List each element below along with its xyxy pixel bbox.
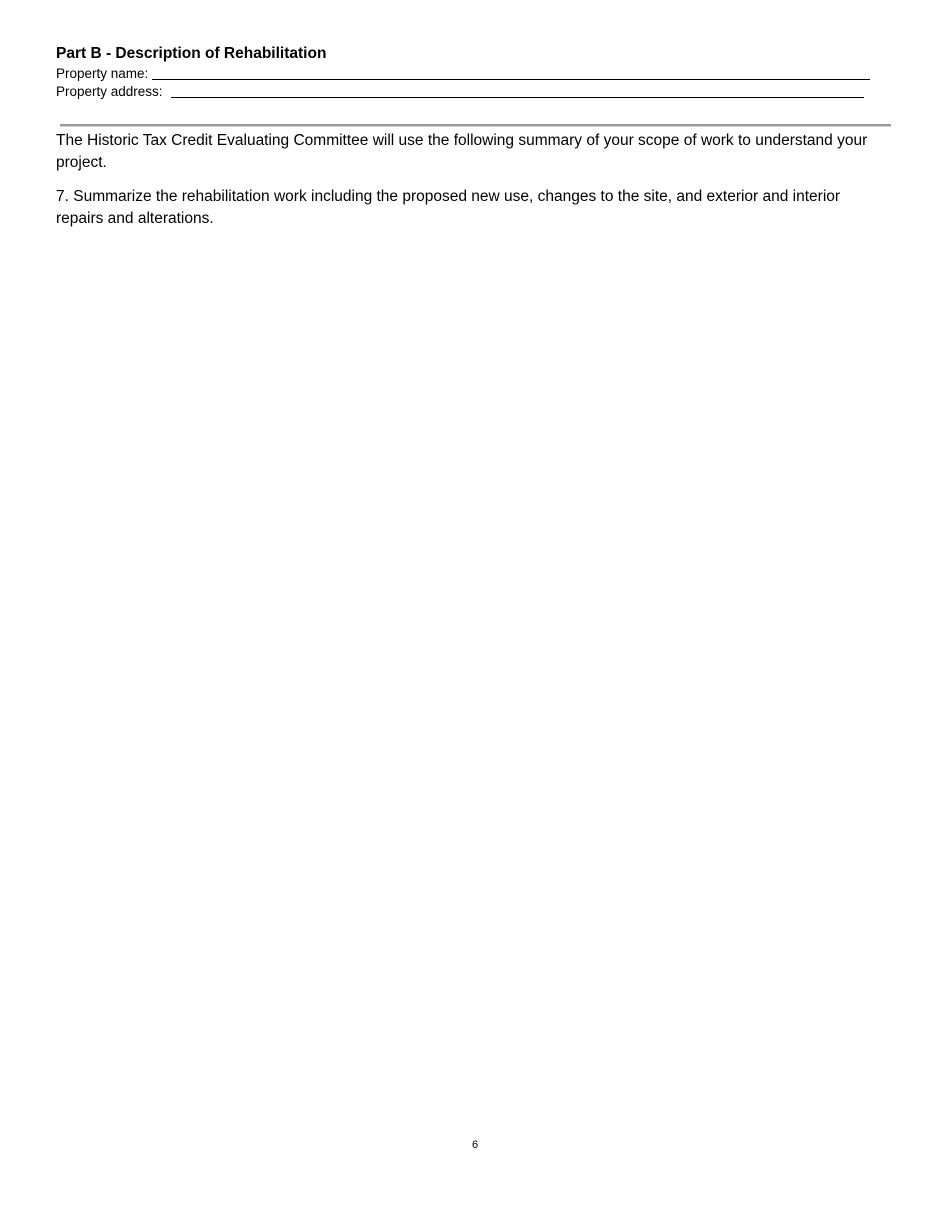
section-divider: [60, 124, 891, 127]
page-number: 6: [471, 1139, 479, 1151]
property-address-row: [56, 82, 886, 100]
question-7: 7. Summarize the rehabilitation work including the proposed new use, changes to the site, and exterior and interior repairs and alterations.: [56, 188, 841, 227]
property-name-label: Property name:: [56, 66, 149, 81]
property-address-label: Property address:: [56, 84, 163, 99]
question-7-response-area[interactable]: [56, 240, 886, 1120]
section-title: Part B - Description of Rehabilitation: [56, 45, 327, 62]
property-name-field[interactable]: [152, 65, 870, 80]
form-header: [56, 44, 886, 100]
intro-paragraph: The Historic Tax Credit Evaluating Committee will use the following summary of your scope of work to understand your project.: [56, 132, 868, 171]
property-address-field[interactable]: [171, 83, 864, 98]
property-name-row: [56, 64, 886, 82]
